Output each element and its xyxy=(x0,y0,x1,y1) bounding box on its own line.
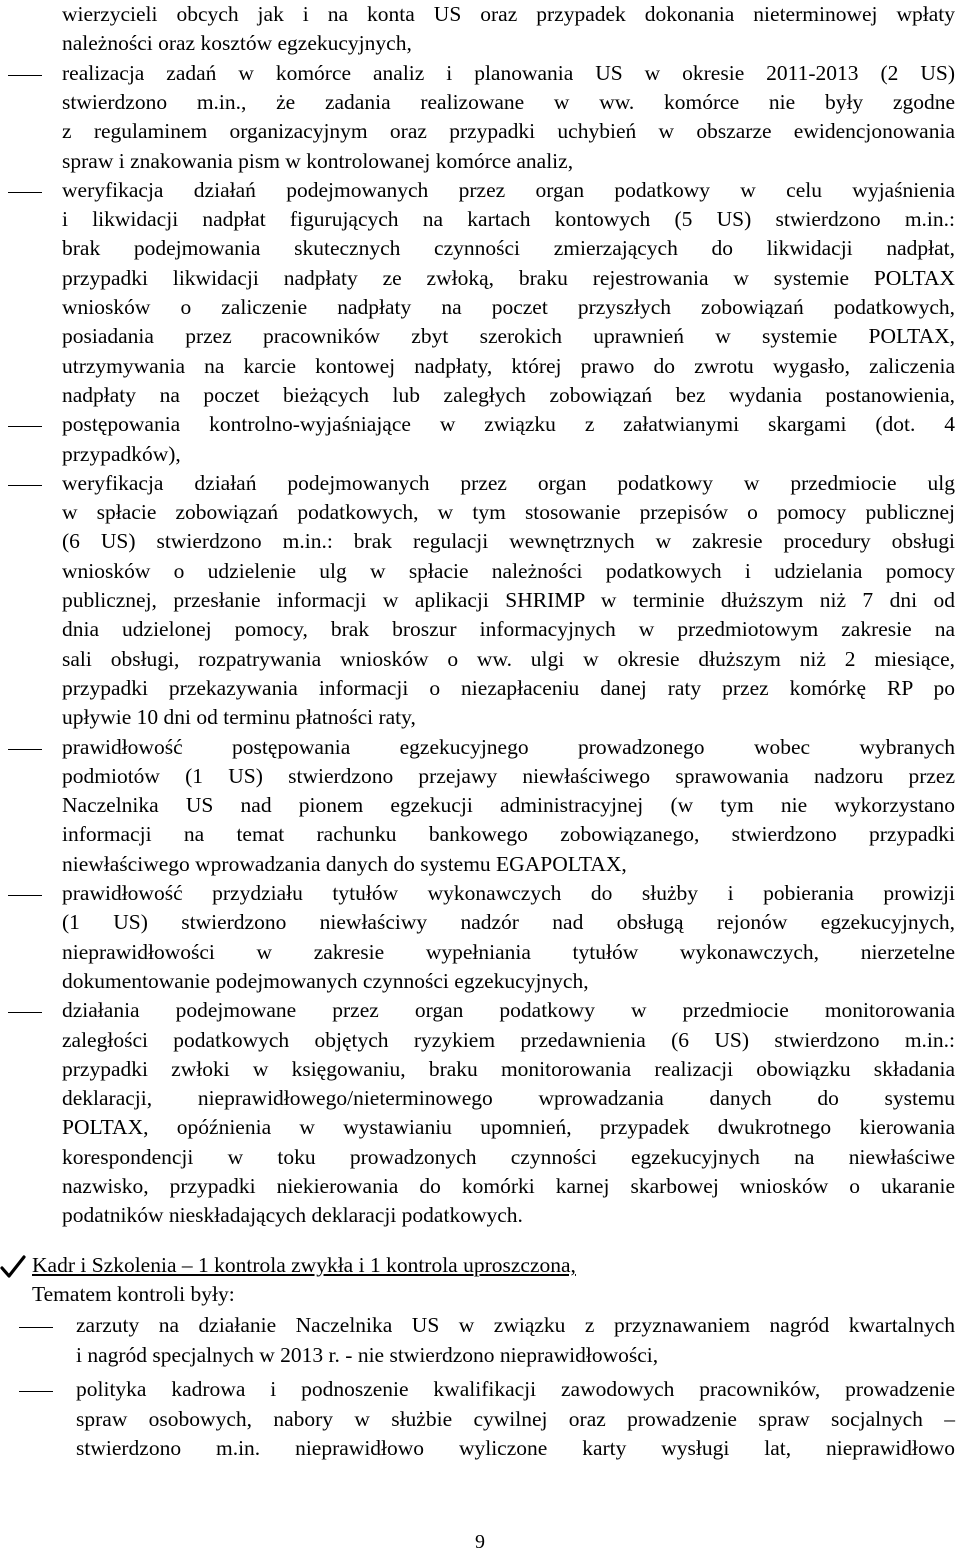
text-line: wniosków o zaliczenie nadpłaty na poczet przyszłych zobowiązań podatkowych, xyxy=(62,295,955,319)
section-text-line: stwierdzono m.in. nieprawidłowo wyliczone karty wysługi lat, nieprawidłowo xyxy=(76,1436,955,1460)
text-line: POLTAX, opóźnienia w wystawianiu upomnień, przypadek dwukrotnego kierowania xyxy=(62,1115,955,1140)
text-line: w spłacie zobowiązań podatkowych, w tym stosowanie przepisów o pomocy publicznej xyxy=(62,500,955,525)
text-line: postępowania kontrolno-wyjaśniające w związku z załatwianymi skargami (dot. 4 xyxy=(62,412,955,437)
text-line: Naczelnika US nad pionem egzekucji administracyjnej (w tym nie wykorzystano xyxy=(62,793,955,818)
section-text-line: polityka kadrowa i podnoszenie kwalifikacji zawodowych pracowników, prowadzenie xyxy=(76,1377,955,1401)
text-line: przypadki likwidacji nadpłaty ze zwłoką, braku rejestrowania w systemie POLTAX xyxy=(62,265,955,290)
section-intro: Tematem kontroli były: xyxy=(32,1282,235,1306)
text-line: korespondencji w toku prowadzonych czynności egzekucyjnych na niewłaściwe xyxy=(62,1144,955,1169)
text-line: przypadki zwłoki w księgowaniu, braku monitorowania realizacji obowiązku składania xyxy=(62,1056,955,1081)
text-line: prawidłowość postępowania egzekucyjnego prowadzonego wobec wybranych xyxy=(62,734,955,759)
text-line: nadpłaty na poczet bieżących lub zaległych zobowiązań bez wydania postanowienia, xyxy=(62,382,955,407)
text-line: stwierdzono m.in., że zadania realizowane w ww. komórce nie były zgodne xyxy=(62,89,955,114)
text-line: nieprawidłowości w zakresie wypełniania tytułów wykonawczych, nierzetelne xyxy=(62,939,955,964)
text-line: przypadków), xyxy=(62,441,181,466)
text-line: podatników nieskładających deklaracji podatkowych. xyxy=(62,1203,523,1228)
list-dash xyxy=(8,192,42,193)
text-line: należności oraz kosztów egzekucyjnych, xyxy=(62,31,412,56)
text-line: działania podejmowane przez organ podatkowy w przedmiocie monitorowania xyxy=(62,998,955,1023)
check-mark-icon xyxy=(0,1253,26,1281)
page-number: 9 xyxy=(475,1531,485,1553)
text-line: weryfikacja działań podejmowanych przez organ podatkowy w przedmiocie ulg xyxy=(62,470,955,495)
text-line: nazwisko, przypadki niekierowania do komórki karnej skarbowej wniosków o ukaranie xyxy=(62,1174,955,1198)
list-dash xyxy=(8,426,42,427)
list-dash xyxy=(8,1012,42,1013)
text-line: brak podejmowania skutecznych czynności zmierzających do likwidacji nadpłat, xyxy=(62,236,955,261)
text-line: spraw i znakowania pism w kontrolowanej komórce analiz, xyxy=(62,148,574,173)
text-line: publicznej, przesłanie informacji w aplikacji SHRIMP w terminie dłuższym niż 7 dni od xyxy=(62,588,955,612)
text-line: zaległości podatkowych objętych ryzykiem przedawnienia (6 US) stwierdzono m.in.: xyxy=(62,1027,955,1052)
text-line: prawidłowość przydziału tytułów wykonawczych do służby i pobierania prowizji xyxy=(62,881,955,905)
text-line: podmiotów (1 US) stwierdzono przejawy niewłaściwego sprawowania nadzoru przez xyxy=(62,763,955,788)
text-line: (6 US) stwierdzono m.in.: brak regulacji wewnętrznych w zakresie procedury obsługi xyxy=(62,529,955,554)
text-line: wierzycieli obcych jak i na konta US oraz przypadek dokonania nieterminowej wpłaty xyxy=(62,2,955,26)
section-text-line: i nagród specjalnych w 2013 r. - nie stwierdzono nieprawidłowości, xyxy=(76,1342,659,1367)
text-line: wniosków o udzielenie ulg w spłacie należności podatkowych i udzielania pomocy xyxy=(62,558,955,583)
text-line: z regulaminem organizacyjnym oraz przypadki uchybień w obszarze ewidencjonowania xyxy=(62,119,955,144)
section-text-line: spraw osobowych, nabory w służbie cywilnej oraz prowadzenie spraw socjalnych – xyxy=(76,1406,955,1431)
text-line: dokumentowanie podejmowanych czynności egzekucyjnych, xyxy=(62,968,589,993)
text-line: niewłaściwego wprowadzania danych do systemu EGAPOLTAX, xyxy=(62,851,627,876)
list-dash xyxy=(19,1327,53,1328)
text-line: upływie 10 dni od terminu płatności raty, xyxy=(62,705,416,730)
text-line: utrzymywania na karcie kontowej nadpłaty, której prawo do zwrotu wygasło, zaliczenia xyxy=(62,353,955,378)
list-dash xyxy=(8,895,42,896)
text-line: posiadania przez pracowników zbyt szerokich uprawnień w systemie POLTAX, xyxy=(62,324,955,349)
text-line: realizacja zadań w komórce analiz i planowania US w okresie 2011-2013 (2 US) xyxy=(62,60,955,85)
text-line: dnia udzielonej pomocy, brak broszur informacyjnych w przedmiotowym zakresie na xyxy=(62,617,955,642)
text-line: deklaracji, nieprawidłowego/nieterminowego wprowadzania danych do systemu xyxy=(62,1086,955,1111)
text-line: (1 US) stwierdzono niewłaściwy nadzór nad obsługą rejonów egzekucyjnych, xyxy=(62,910,955,935)
list-dash xyxy=(8,485,42,486)
text-line: informacji na temat rachunku bankowego zobowiązanego, stwierdzono przypadki xyxy=(62,822,955,847)
list-dash xyxy=(8,749,42,750)
text-line: sali obsługi, rozpatrywania wniosków o ww. ulgi w okresie dłuższym niż 2 miesiące, xyxy=(62,646,955,671)
text-line: weryfikacja działań podejmowanych przez organ podatkowy w celu wyjaśnienia xyxy=(62,177,955,202)
list-dash xyxy=(19,1391,53,1392)
section-heading: Kadr i Szkolenia – 1 kontrola zwykła i 1 kontrola uproszczona, xyxy=(32,1253,576,1277)
list-dash xyxy=(8,75,42,76)
section-text-line: zarzuty na działanie Naczelnika US w związku z przyznawaniem nagród kwartalnych xyxy=(76,1313,955,1337)
text-line: i likwidacji nadpłat figurujących na kartach kontowych (5 US) stwierdzono m.in.: xyxy=(62,207,955,232)
text-line: przypadki przekazywania informacji o niezapłaceniu danej raty przez komórkę RP po xyxy=(62,675,955,700)
